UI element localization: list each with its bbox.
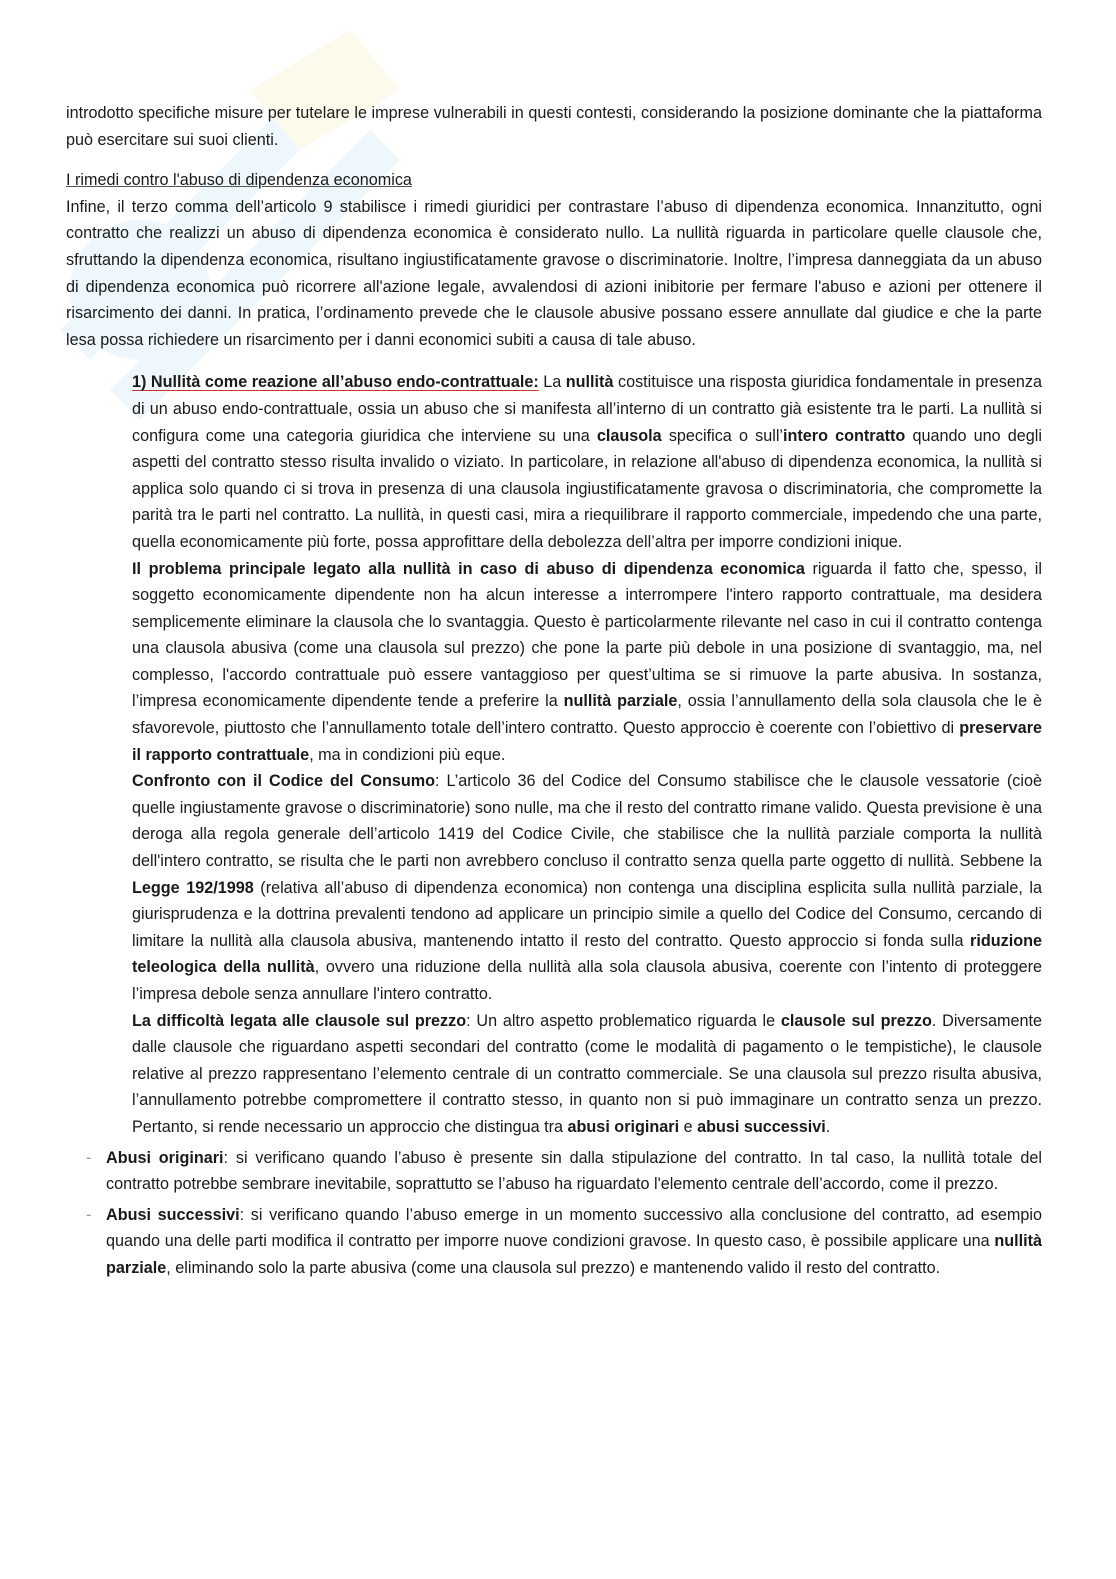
bold-term: clausola [596,426,662,445]
bold-term: nullità parziale [563,692,678,711]
intro-paragraph: introdotto specifiche misure per tutelare le imprese vulnerabili in questi contesti, considerando la posizione dominante che la piattaforma può esercitare sui suoi clienti. [66,104,1042,149]
section-1 [132,369,1042,1140]
bullet-label: Abusi originari [106,1148,224,1167]
text-run: costituisce una risposta giuridica fondamentale in presenza di un abuso endo-contrattuale, ossia un abuso che si manifesta all’interno di un contratto già esistente tra le parti. La nullità si configura come una categoria giuridica che interviene su una [132,373,1042,445]
section-1-paragraph-4 [132,1008,1042,1141]
dash-bullet-icon: - [86,1148,92,1167]
bold-term: riduzione teleologica della nullità [132,931,1042,977]
text-run: , ossia l’annullamento della sola clausola che le è sfavorevole, piuttosto che l’annullamento totale dell’intero contratto. Questo approccio è coerente con l’obiettivo di [132,692,1042,738]
text-run: : L’articolo 36 del Codice del Consumo stabilisce che le clausole vessatorie (cioè quelle ingiustamente gravose o discriminatorie) sono nulle, ma che il resto del contratto rimane valido. Questa previsione è una deroga alla regola generale dell’articolo 1419 del Codice Civile, che stabilisce che la nullità parziale comporta la nullità dell'intero contratto, se risulta che le parti non avrebbero concluso il contratto senza quella parte oggetto di nullità. Sebbene la [132,772,1042,871]
bullet-label: Abusi successivi [106,1205,240,1224]
bold-term: intero contratto [783,426,906,445]
section-1-title: 1) Nullità come reazione all’abuso endo-contrattuale: [132,373,539,392]
text-run: , ma in condizioni più eque. [309,745,506,764]
section-1-paragraph-2 [132,556,1042,769]
dash-bullet-icon: - [86,1205,92,1224]
text-run: , ovvero una riduzione della nullità alla sola clausola abusiva, coerente con l’intento di proteggere l’impresa debole senza annullare l'intero contratto. [132,958,1042,1003]
section-1-paragraph-1 [132,369,1042,555]
bold-term: preservare il rapporto contrattuale [132,719,1042,764]
bold-term: abusi originari [567,1117,680,1136]
bold-term: Legge 192/1998 [132,878,254,897]
text-run: , eliminando solo la parte abusiva (come una clausola sul prezzo) e mantenendo valido il resto del contratto. [166,1258,941,1277]
section-heading-rimedi: I rimedi contro l'abuso di dipendenza economica [66,171,412,190]
bold-term: La difficoltà legata alle clausole sul prezzo [132,1011,467,1030]
text-run: riguarda il fatto che, spesso, il soggetto economicamente dipendente non ha alcun interesse a interrompere l'intero rapporto contrattuale, ma desidera semplicemente eliminare la clausola che lo svantaggia. Questo è particolarmente rilevante nel caso in cui il contratto contenga una clausola abusiva (come una clausola sul prezzo) che pone la parte più debole in una posizione di svantaggio, ma, nel complesso, l'accordo contrattuale può essere vantaggioso per quest’ultima se si rimuove la parte abusiva. In sostanza, l’impresa economicamente dipendente tende a preferire la [132,559,1042,711]
text-run: La [538,373,566,392]
bold-term: abusi successivi [697,1117,826,1136]
text-run: : si verificano quando l’abuso è presente sin dalla stipulazione del contratto. In tal caso, la nullità totale del contratto potrebbe sembrare inevitabile, soprattutto se l’abuso ha riguardato l'elemento centrale dell’accordo, come il prezzo. [106,1148,1042,1194]
text-run: (relativa all’abuso di dipendenza economica) non contenga una disciplina esplicita sulla nullità parziale, la giurisprudenza e la dottrina prevalenti tendono ad applicare un principio simile a quello del Codice del Consumo, cercando di limitare la nullità alla clausola abusiva, mantenendo intatto il resto del contratto. Questo approccio si fonda sulla [132,878,1042,950]
document-page [66,100,1042,1282]
text-run: : si verificano quando l’abuso emerge in un momento successivo alla conclusione del contratto, ad esempio quando una delle parti modifica il contratto per imporre nuove condizioni gravose. In questo caso, è possibile applicare una [106,1205,1042,1251]
bullet-abusi-successivi [86,1202,1042,1282]
bold-term: clausole sul prezzo [780,1011,932,1030]
text-run: . Diversamente dalle clausole che riguardano aspetti secondari del contratto (come le modalità di pagamento o le tempistiche), le clausole relative al prezzo rappresentano l’elemento centrale di un contratto commerciale. Se una clausola sul prezzo risulta abusiva, l’annullamento potrebbe compromettere il contratto stesso, in quanto non si può immaginare un contratto senza un prezzo. Pertanto, si rende necessario un approccio che distingua tra [132,1011,1042,1136]
rimedi-paragraph: Infine, il terzo comma dell’articolo 9 stabilisce i rimedi giuridici per contrastare l’abuso di dipendenza economica. Innanzitutto, ogni contratto che realizzi un abuso di dipendenza economica è considerato nullo. La nullità riguarda in particolare quelle clausole che, sfruttando la dipendenza economica, risultano ingiustificatamente gravose o discriminatorie. Inoltre, l’impresa danneggiata da un abuso di dipendenza economica può ricorrere all'azione legale, avvalendosi di azioni inibitorie per fermare l'abuso e azioni per ottenere il risarcimento dei danni. In pratica, l’ordinamento prevede che le clausole abusive possano essere annullate dal giudice e che la parte lesa possa richiedere un risarcimento per i danni economici subiti a causa di tale abuso. [66,197,1042,349]
bold-term: Confronto con il Codice del Consumo [132,772,436,791]
text-run: specifica o sull’ [661,426,784,445]
bold-term: Il problema principale legato alla nullità in caso di abuso di dipendenza economica [132,559,805,578]
bullet-abusi-originari [86,1145,1042,1198]
text-run: : Un altro aspetto problematico riguarda le [466,1011,781,1030]
text-run: . [825,1117,831,1136]
text-run: quando uno degli aspetti del contratto stesso risulta invalido o viziato. In particolare, in relazione all'abuso di dipendenza economica, la nullità si applica solo quando ci si trova in presenza di una clausola ingiustificatamente gravosa o discriminatoria, che compromette la parità tra le parti nel contratto. La nullità, in questi casi, mira a riequilibrare il rapporto commerciale, impedendo che una parte, quella economicamente più forte, possa approfittare della debolezza dell’altra per imporre condizioni inique. [132,426,1042,551]
text-run: e [679,1117,698,1136]
section-1-paragraph-3 [132,768,1042,1007]
bold-term: nullità parziale [106,1232,1042,1277]
bold-term: nullità [565,373,614,392]
